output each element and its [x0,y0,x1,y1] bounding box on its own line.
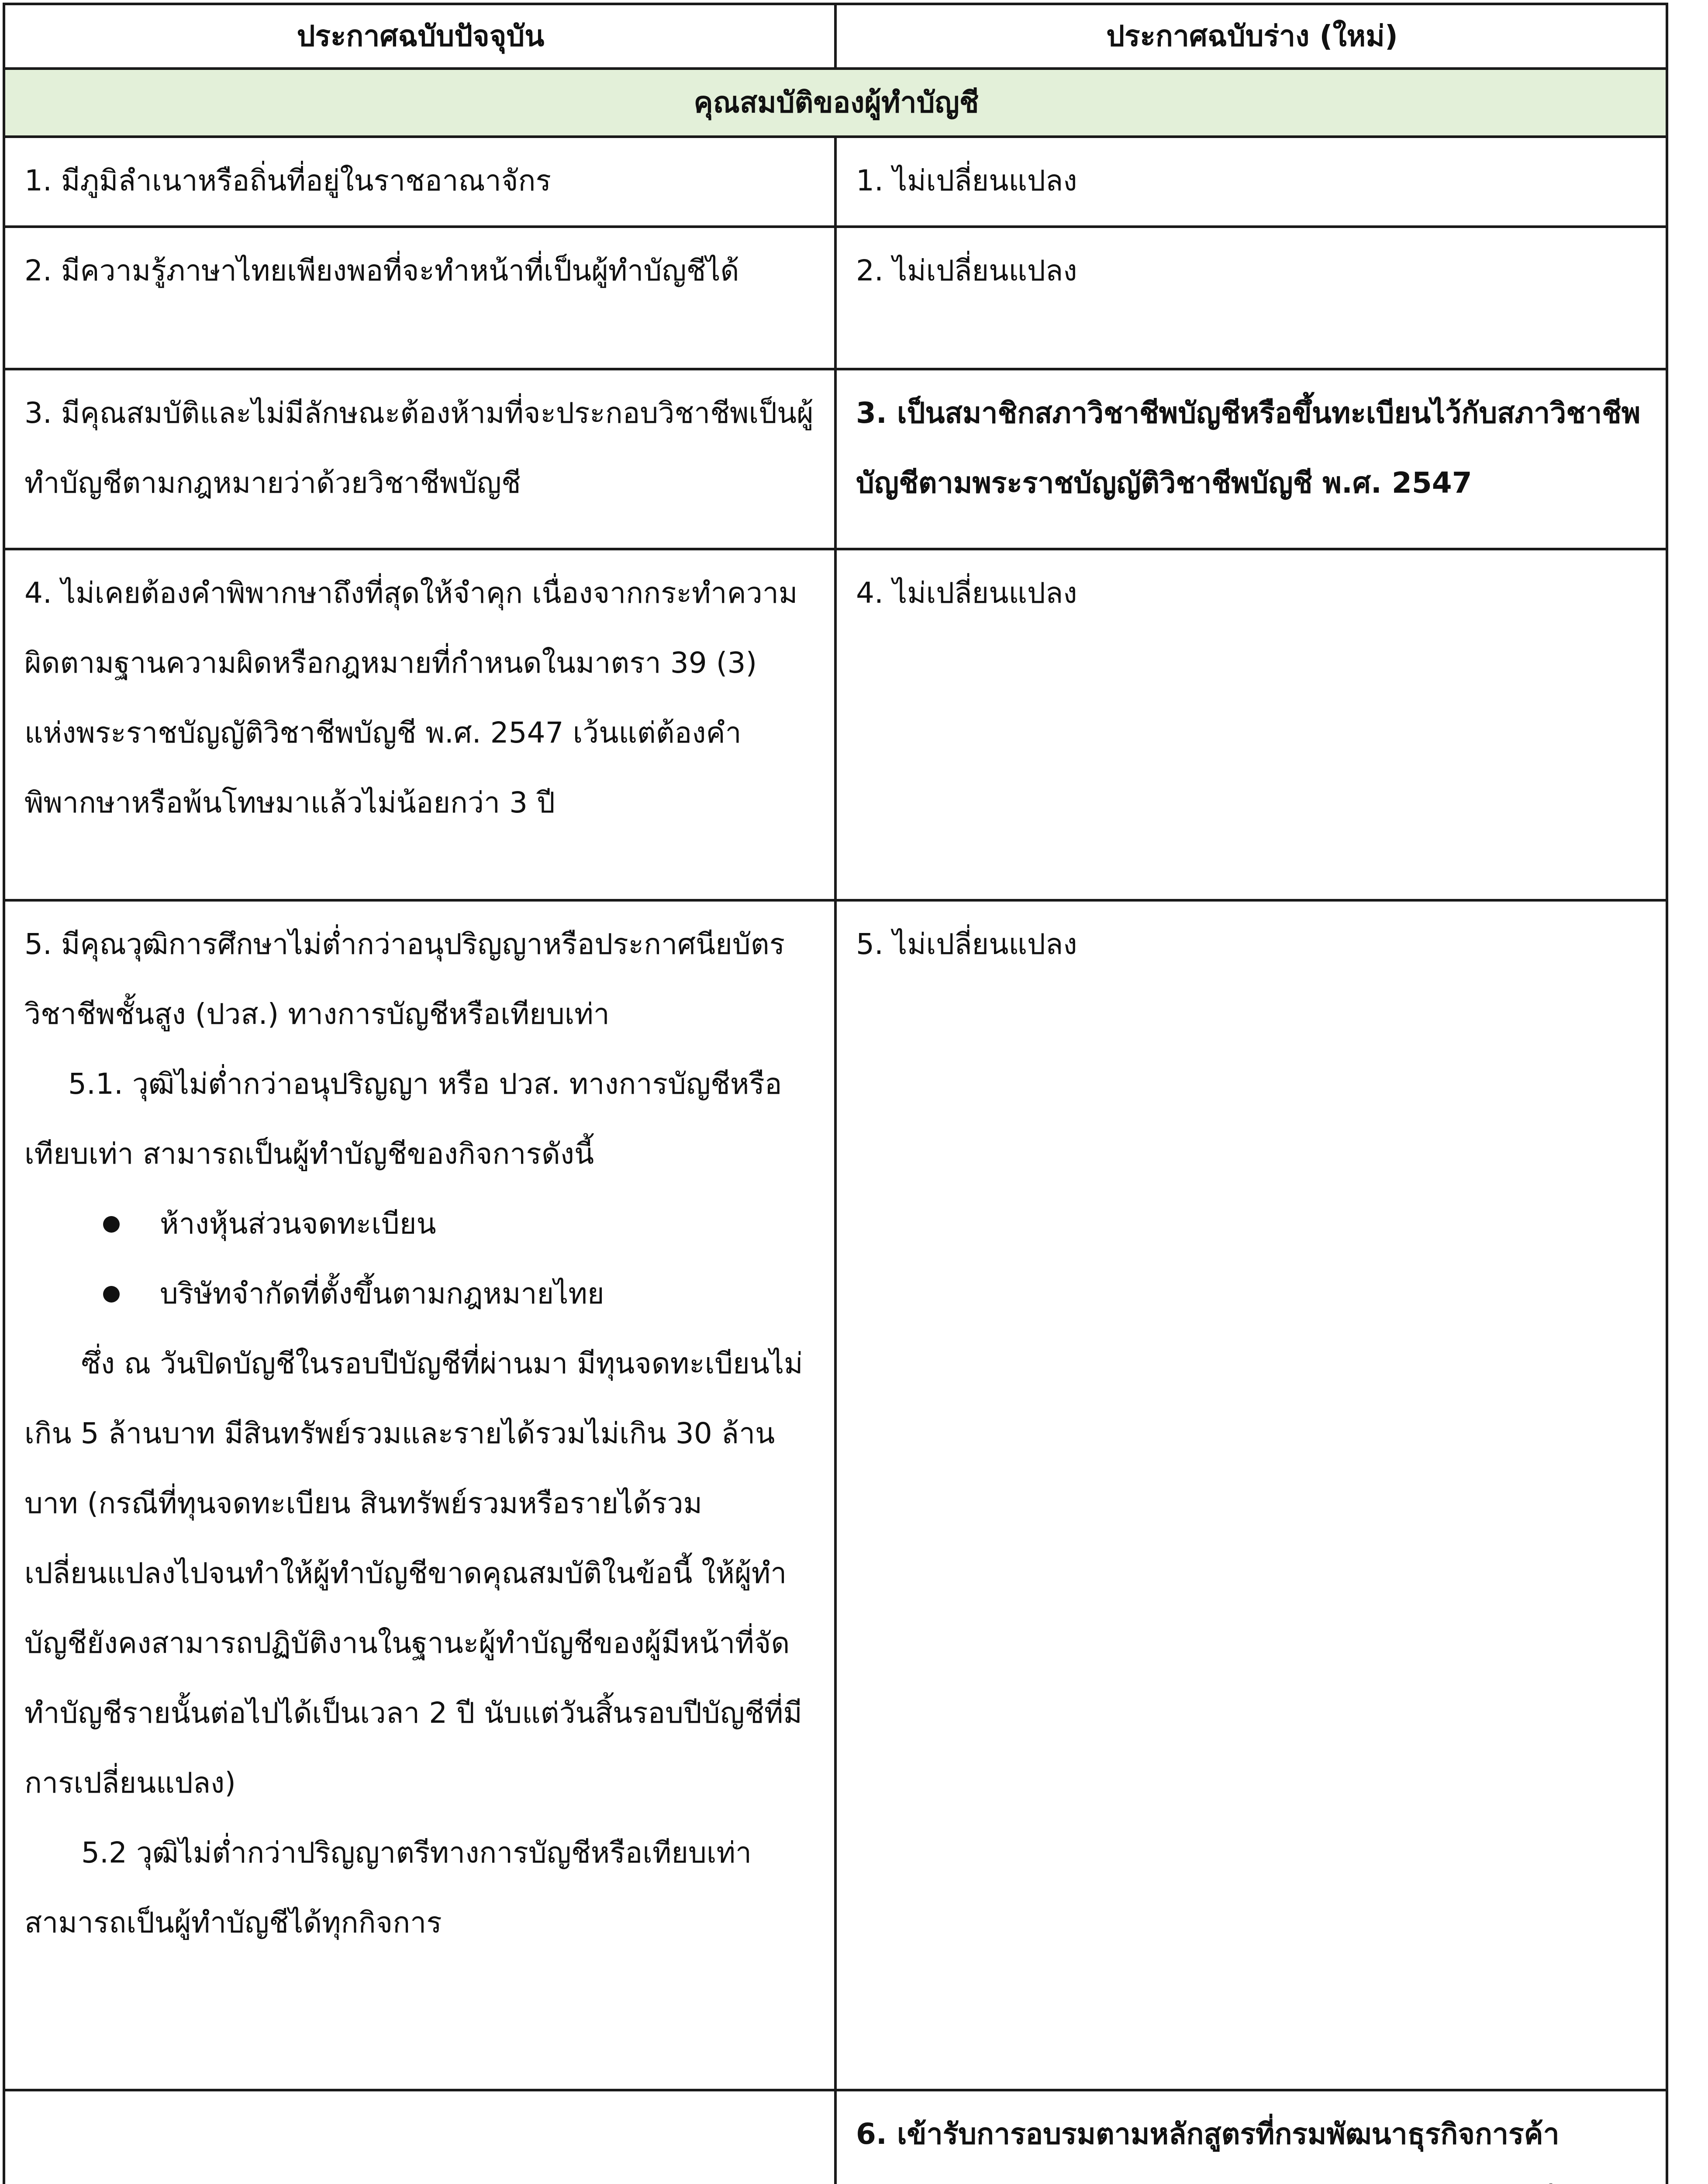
list-item: บริษัทจำกัดที่ตั้งขึ้นตามกฎหมายไทย [90,1259,817,1329]
table-header-row [4,4,1667,69]
table-row [4,900,1667,2090]
table-row [4,227,1667,369]
table-row [4,2090,1667,2184]
row-5-sub-2: 5.2 วุฒิไม่ต่ำกว่าปริญญาตรีทางการบัญชีหรือเทียบเท่าสามารถเป็นผู้ทำบัญชีได้ทุกกิจการ [24,1836,752,1939]
row-5-current [4,900,835,2090]
row-1-draft: 1. ไม่เปลี่ยนแปลง [835,137,1667,227]
row-5-intro: 5. มีคุณวุฒิการศึกษาไม่ต่ำกว่าอนุปริญญาหรือประกาศนียบัตรวิชาชีพชั้นสูง (ปวส.) ทางการบัญชีหรือเทียบเท่า [24,927,785,1031]
row-5-sub-1: 5.1. วุฒิไม่ต่ำกว่าอนุปริญญา หรือ ปวส. ทางการบัญชีหรือเทียบเท่า สามารถเป็นผู้ทำบัญชีของกิจการดังนี้ [24,1067,782,1171]
row-1-current: 1. มีภูมิลำเนาหรือถิ่นที่อยู่ในราชอาณาจักร [4,137,835,227]
header-draft: ประกาศฉบับร่าง (ใหม่) [835,4,1667,69]
row-4-draft: 4. ไม่เปลี่ยนแปลง [835,549,1667,900]
row-5-draft: 5. ไม่เปลี่ยนแปลง [835,900,1667,2090]
row-5-bullet-list [24,1189,817,1329]
row-2-draft: 2. ไม่เปลี่ยนแปลง [835,227,1667,369]
row-2-current: 2. มีความรู้ภาษาไทยเพียงพอที่จะทำหน้าที่เป็นผู้ทำบัญชีได้ [4,227,835,369]
comparison-table [3,3,1668,2184]
table-row [4,369,1667,549]
list-item: ห้างหุ้นส่วนจดทะเบียน [90,1189,817,1259]
section-title: คุณสมบัติของผู้ทำบัญชี [4,69,1667,137]
table-row [4,549,1667,900]
bullet-icon [103,1286,120,1303]
row-3-draft: 3. เป็นสมาชิกสภาวิชาชีพบัญชีหรือขึ้นทะเบียนไว้กับสภาวิชาชีพบัญชีตามพระราชบัญญัติวิชาชีพบัญชี พ.ศ. 2547 [835,369,1667,549]
row-4-current: 4. ไม่เคยต้องคำพิพากษาถึงที่สุดให้จำคุก เนื่องจากกระทำความผิดตามฐานความผิดหรือกฎหมายที่กำหนดในมาตรา 39 (3) แห่งพระราชบัญญัติวิชาชีพบัญชี พ.ศ. 2547 เว้นแต่ต้องคำพิพากษาหรือพ้นโทษมาแล้วไม่น้อยกว่า 3 ปี [4,549,835,900]
row-5-condition: ซึ่ง ณ วันปิดบัญชีในรอบปีบัญชีที่ผ่านมา มีทุนจดทะเบียนไม่เกิน 5 ล้านบาท มีสินทรัพย์รวมและรายได้รวมไม่เกิน 30 ล้านบาท (กรณีที่ทุนจดทะเบียน สินทรัพย์รวมหรือรายได้รวมเปลี่ยนแปลงไปจนทำให้ผู้ทำบัญชีขาดคุณสมบัติในข้อนี้ ให้ผู้ทำบัญชียังคงสามารถปฏิบัติงานในฐานะผู้ทำบัญชีของผู้มีหน้าที่จัดทำบัญชีรายนั้นต่อไปได้เป็นเวลา 2 ปี นับแต่วันสิ้นรอบปีบัญชีที่มีการเปลี่ยนแปลง) [24,1347,803,1800]
header-current: ประกาศฉบับปัจจุบัน [4,4,835,69]
bullet-icon [103,1216,120,1233]
row-3-current: 3. มีคุณสมบัติและไม่มีลักษณะต้องห้ามที่จะประกอบวิชาชีพเป็นผู้ทำบัญชีตามกฎหมายว่าด้วยวิชาชีพบัญชี [4,369,835,549]
table-row [4,137,1667,227]
row-6-current [4,2090,835,2184]
row-6-draft: 6. เข้ารับการอบรมตามหลักสูตรที่กรมพัฒนาธุรกิจการค้า [835,2090,1667,2184]
section-row [4,69,1667,137]
